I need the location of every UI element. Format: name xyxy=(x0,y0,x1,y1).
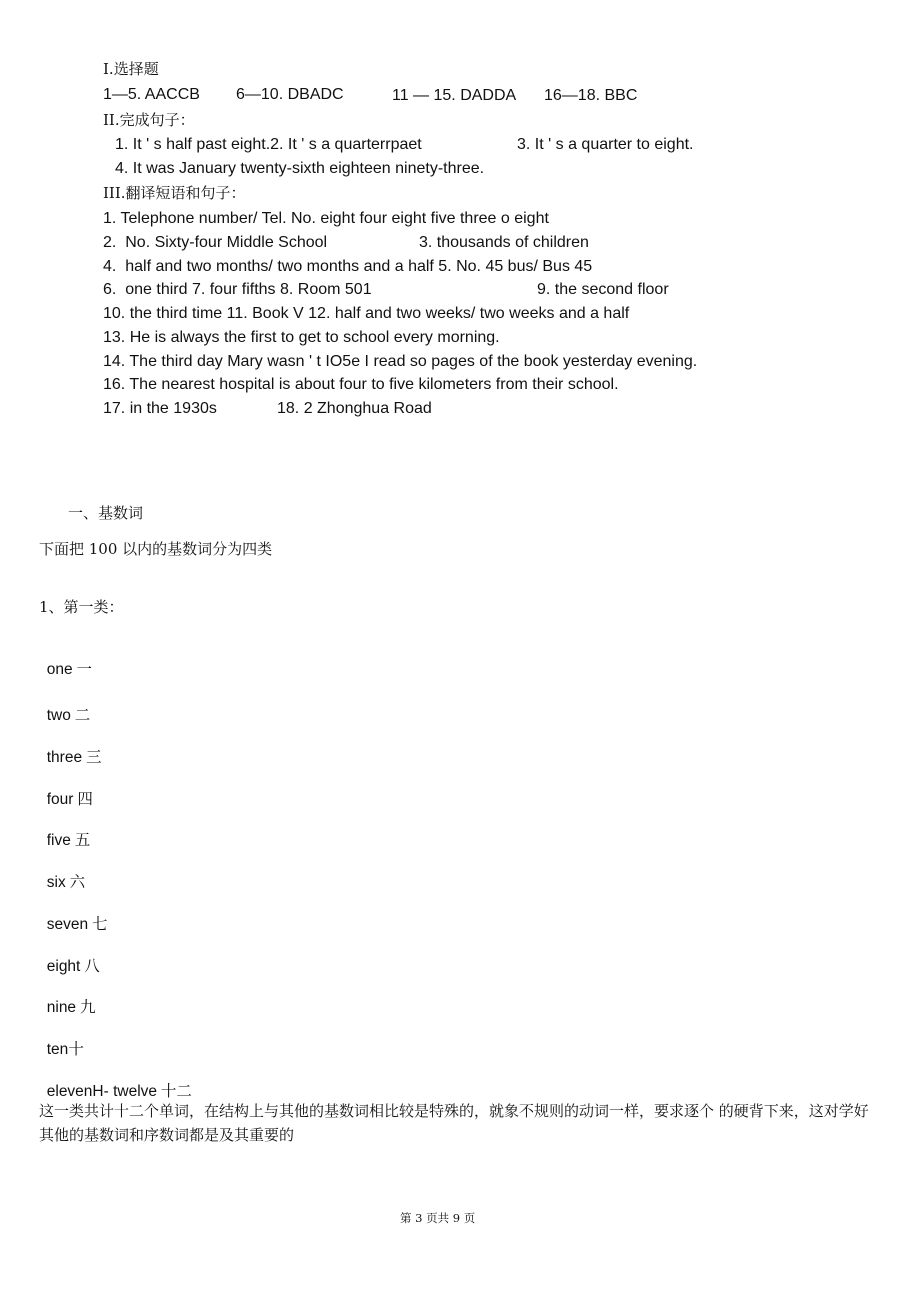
answer-group-2: 6—10. DBADC xyxy=(236,86,344,103)
number-chinese: 三 xyxy=(85,748,102,766)
translation-line-2b: 3. thousands of children xyxy=(419,234,589,251)
number-row xyxy=(39,936,100,977)
number-chinese: 五 xyxy=(74,831,91,849)
number-chinese: 二 xyxy=(74,706,91,724)
number-row xyxy=(39,810,90,851)
number-english: one xyxy=(46,661,73,678)
number-english: two xyxy=(46,707,71,724)
number-chinese: 九 xyxy=(79,998,96,1016)
section-1-heading: I.选择题 xyxy=(103,60,159,78)
number-english: four xyxy=(46,791,74,808)
translation-line-6a: 6. one third 7. four fifths 8. Room 501 xyxy=(103,281,372,298)
number-chinese: 四 xyxy=(77,790,93,808)
page-number: 第 3 页共 9 页 xyxy=(400,1211,476,1225)
sentence-line-1a: 1. It ' s half past eight.2. It ' s a quarterrpaet xyxy=(115,136,422,153)
number-chinese: 十 xyxy=(68,1040,84,1058)
lesson-heading: 一、基数词 xyxy=(68,504,144,522)
translation-line-18: 18. 2 Zhonghua Road xyxy=(277,400,432,417)
lesson-intro: 下面把 100 以内的基数词分为四类 xyxy=(39,540,273,558)
translation-line-14: 14. The third day Mary wasn ' t IO5e I read so pages of the book yesterday evening. xyxy=(103,353,698,370)
number-chinese: 八 xyxy=(84,957,100,975)
number-chinese: 一 xyxy=(76,660,93,678)
number-row xyxy=(39,769,93,810)
translation-line-16: 16. The nearest hospital is about four to five kilometers from their school. xyxy=(103,376,619,393)
answer-group-4: 16—18. BBC xyxy=(544,87,638,104)
sentence-line-2: 4. It was January twenty-sixth eighteen ninety-three. xyxy=(115,160,485,177)
number-row xyxy=(39,639,92,680)
translation-line-4: 4. half and two months/ two months and a half 5. No. 45 bus/ Bus 45 xyxy=(103,258,593,275)
number-row xyxy=(39,1019,84,1060)
translation-line-10: 10. the third time 11. Book V 12. half and two weeks/ two weeks and a half xyxy=(103,305,630,322)
answer-group-3: 11 — 15. DADDA xyxy=(392,87,517,104)
translation-line-2a: 2. No. Sixty-four Middle School xyxy=(103,234,328,251)
section-3-heading: III.翻译短语和句子： xyxy=(103,184,246,202)
translation-line-13: 13. He is always the first to get to school every morning. xyxy=(103,329,500,346)
number-row xyxy=(39,685,90,726)
number-english: ten xyxy=(46,1041,69,1058)
number-row xyxy=(39,977,95,1018)
translation-line-6b: 9. the second floor xyxy=(537,281,669,298)
number-english: nine xyxy=(46,999,77,1016)
category-heading: 1、第一类： xyxy=(39,598,124,616)
translation-line-1: 1. Telephone number/ Tel. No. eight four eight five three o eight xyxy=(103,210,549,227)
number-row xyxy=(39,1061,192,1102)
number-english: five xyxy=(46,832,71,849)
number-chinese: 十二 xyxy=(160,1082,192,1100)
section-2-heading: II.完成句子： xyxy=(103,111,195,129)
sentence-line-1b: 3. It ' s a quarter to eight. xyxy=(517,136,694,153)
number-row xyxy=(39,852,85,893)
number-english: six xyxy=(46,874,66,891)
number-english: three xyxy=(46,749,83,766)
number-row xyxy=(39,894,108,935)
number-chinese: 六 xyxy=(69,873,86,891)
number-english: eight xyxy=(46,958,81,975)
number-english: elevenH- twelve xyxy=(46,1083,158,1100)
number-row xyxy=(39,727,101,768)
translation-line-17: 17. in the 1930s xyxy=(103,400,217,417)
lesson-note: 这一类共计十二个单词，在结构上与其他的基数词相比较是特殊的，就象不规则的动词一样，要求逐个 的硬背下来，这对学好其他的基数词和序数词都是及其重要的 xyxy=(39,1102,869,1144)
number-english: seven xyxy=(46,916,89,933)
answer-group-1: 1—5. AACCB xyxy=(103,86,200,103)
number-chinese: 七 xyxy=(92,915,108,933)
